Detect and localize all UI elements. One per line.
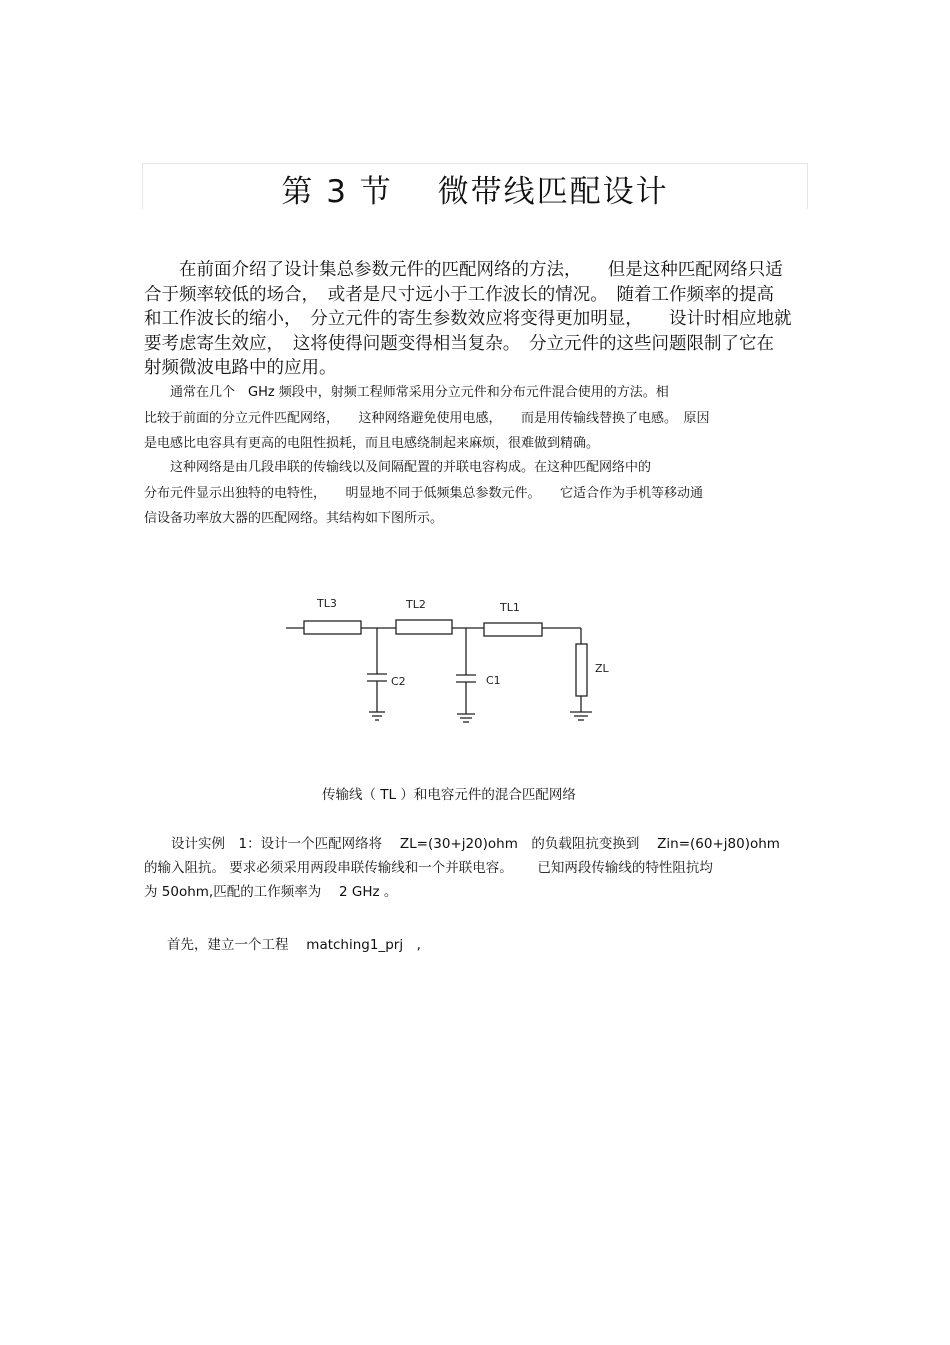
- text-line: 在前面介绍了设计集总参数元件的匹配网络的方法， 但是这种匹配网络只适: [144, 260, 783, 280]
- text-line: 是电感比电容具有更高的电阻性损耗，而且电感绕制起来麻烦，很难做到精确。: [144, 436, 600, 451]
- text-line: 分布元件显示出独特的电特性， 明显地不同于低频集总参数元件。 它适合作为手机等移动通: [144, 485, 704, 501]
- tl3-resistor-symbol: [304, 621, 361, 634]
- tl3-label: TL3: [317, 597, 337, 610]
- tl2-label: TL2: [406, 598, 426, 611]
- text-line: 信设备功率放大器的匹配网络。其结构如下图所示。: [144, 511, 444, 526]
- text-line: 通常在几个 GHz 频段中，射频工程师常采用分立元件和分布元件混合使用的方法。相: [144, 385, 669, 400]
- zl-label: ZL: [595, 662, 609, 675]
- text-line: 为 50ohm,匹配的工作频率为 2 GHz 。: [144, 884, 398, 900]
- text-line: 设计实例 1：设计一个匹配网络将 ZL=(30+j20)ohm 的负载阻抗变换到 Zin=(60+j80)ohm: [144, 836, 780, 852]
- text-line: 这种网络是由几段串联的传输线以及间隔配置的并联电容构成。在这种匹配网络中的: [144, 460, 652, 475]
- matching-network-circuit: [280, 588, 620, 728]
- paragraph-first-step: 首先，建立一个工程 matching1_prj ,: [167, 937, 421, 953]
- paragraph-method: [144, 380, 806, 457]
- section-title: 第 3 节 微带线匹配设计: [281, 174, 669, 210]
- text-line: 和工作波长的缩小， 分立元件的寄生参数效应将变得更加明显， 设计时相应地就: [144, 309, 792, 329]
- tl1-resistor-symbol: [484, 623, 542, 636]
- text-line: 合于频率较低的场合， 或者是尺寸远小于工作波长的情况。 随着工作频率的提高: [144, 284, 774, 305]
- paragraph-example: [144, 832, 806, 904]
- tl1-label: TL1: [500, 601, 520, 614]
- c1-label: C1: [486, 674, 501, 687]
- text-line: 要考虑寄生效应， 这将使得问题变得相当复杂。 分立元件的这些问题限制了它在: [144, 333, 774, 354]
- paragraph-intro: [144, 258, 804, 381]
- c2-label: C2: [391, 675, 406, 688]
- text-line: 射频微波电路中的应用。: [144, 358, 337, 378]
- paragraph-structure: [144, 455, 806, 532]
- text-line: 的输入阻抗。 要求必须采用两段串联传输线和一个并联电容。 已知两段传输线的特性阻抗均: [144, 860, 713, 876]
- figure-caption: 传输线（ TL ）和电容元件的混合匹配网络: [322, 787, 576, 803]
- text-line: 比较于前面的分立元件匹配网络， 这种网络避免使用电感， 而是用传输线替换了电感。 原因: [144, 410, 710, 426]
- tl2-resistor-symbol: [396, 620, 452, 634]
- zl-load-symbol: [576, 644, 587, 696]
